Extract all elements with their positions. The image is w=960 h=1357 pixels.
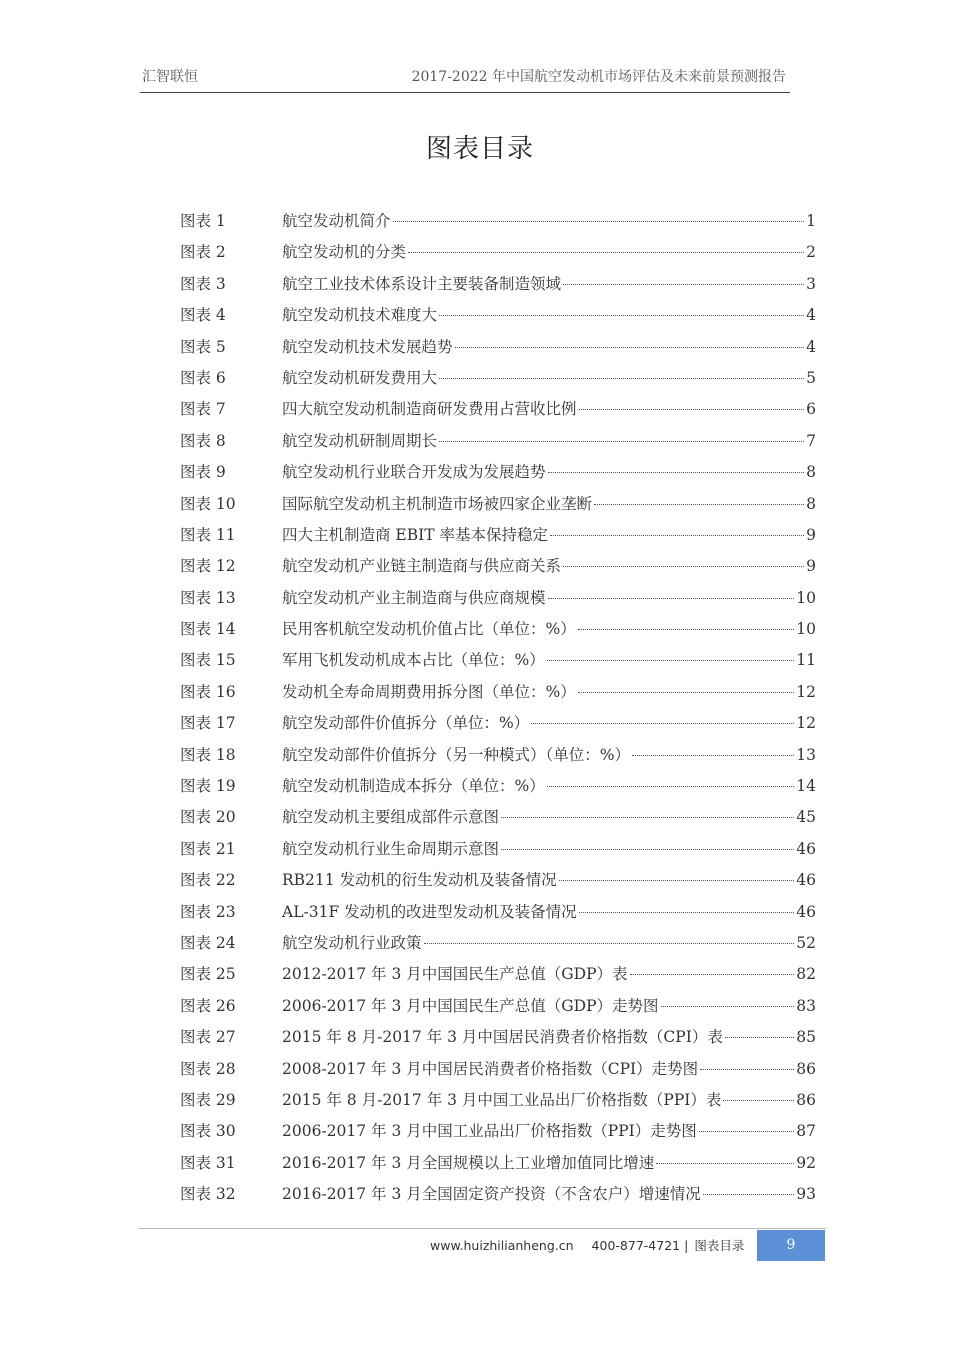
- toc-entry-page: 9: [806, 557, 816, 576]
- toc-entry-label: 图表 9: [180, 463, 226, 482]
- toc-entry-title[interactable]: 航空发动机行业联合开发成为发展趋势: [282, 463, 546, 482]
- toc-entry-label: 图表 4: [180, 306, 226, 325]
- toc-entry-label: 图表 10: [180, 494, 236, 513]
- toc-entry-label: 图表 22: [180, 871, 236, 890]
- toc-entry[interactable]: [180, 1179, 816, 1210]
- toc-entry[interactable]: [180, 1054, 816, 1085]
- toc-entry-page: 10: [796, 620, 816, 639]
- dot-leader: [563, 566, 804, 567]
- toc-entry[interactable]: [180, 959, 816, 990]
- toc-entry-page: 9: [806, 525, 816, 544]
- toc-entry-title[interactable]: 2015 年 8 月-2017 年 3 月中国居民消费者价格指数（CPI）表: [282, 1028, 723, 1047]
- toc-entry-page: 4: [806, 337, 816, 356]
- dot-leader: [439, 315, 804, 316]
- dot-leader: [661, 1006, 795, 1007]
- page-title: 图表目录: [425, 134, 534, 164]
- dot-leader: [455, 347, 805, 348]
- toc-entry-title[interactable]: 航空发动机行业政策: [282, 933, 422, 952]
- toc-entry-page: 45: [796, 808, 816, 827]
- dot-leader: [547, 786, 795, 787]
- toc-entry[interactable]: [180, 802, 816, 833]
- toc-entry-title[interactable]: 航空发动机产业主制造商与供应商规模: [282, 588, 546, 607]
- toc-entry-page: 86: [796, 1090, 816, 1109]
- toc-entry[interactable]: [180, 1085, 816, 1116]
- page-number-box: 9: [757, 1230, 825, 1261]
- toc-entry-page: 46: [796, 839, 816, 858]
- dot-leader: [579, 409, 805, 410]
- footer-phone: 400-877-4721 | 图表目录: [591, 1238, 745, 1253]
- toc-entry-title[interactable]: 航空发动部件价值拆分（另一种模式）（单位：%）: [282, 745, 630, 764]
- toc-entry-title[interactable]: 四大航空发动机制造商研发费用占营收比例: [282, 400, 577, 419]
- toc-entry-title[interactable]: 航空发动机研制周期长: [282, 431, 438, 450]
- toc-entry-page: 3: [806, 274, 816, 293]
- toc-entry[interactable]: [180, 551, 816, 582]
- dot-leader: [501, 849, 794, 850]
- toc-entry-title[interactable]: 航空发动机技术发展趋势: [282, 337, 453, 356]
- toc-entry-title[interactable]: AL-31F 发动机的改进型发动机及装备情况: [282, 902, 577, 921]
- toc-entry-page: 8: [806, 494, 816, 513]
- toc-entry-label: 图表 6: [180, 368, 226, 387]
- toc-entry-page: 13: [796, 745, 816, 764]
- toc-entry[interactable]: [180, 1116, 816, 1147]
- dot-leader: [563, 284, 804, 285]
- toc-entry-page: 92: [796, 1153, 816, 1172]
- toc-entry-title[interactable]: 2006-2017 年 3 月中国国民生产总值（GDP）走势图: [282, 996, 659, 1015]
- dot-leader: [579, 912, 795, 913]
- toc-entry-page: 85: [796, 1028, 816, 1047]
- toc-entry[interactable]: [180, 928, 816, 959]
- toc-entry[interactable]: [180, 237, 816, 268]
- toc-entry-label: 图表 32: [180, 1185, 236, 1204]
- dot-leader: [723, 1100, 794, 1101]
- toc-entry[interactable]: [180, 834, 816, 865]
- dot-leader: [531, 723, 794, 724]
- toc-entry-page: 82: [796, 965, 816, 984]
- toc-entry[interactable]: [180, 332, 816, 363]
- toc-entry[interactable]: [180, 206, 816, 237]
- toc-entry-label: 图表 2: [180, 243, 226, 262]
- toc-entry-label: 图表 27: [180, 1028, 236, 1047]
- toc-entry-label: 图表 25: [180, 965, 236, 984]
- toc-entry-label: 图表 31: [180, 1153, 236, 1172]
- toc-entry-title[interactable]: 航空发动机主要组成部件示意图: [282, 808, 500, 827]
- dot-leader: [408, 252, 804, 253]
- dot-leader: [439, 441, 804, 442]
- toc-entry-label: 图表 16: [180, 682, 236, 701]
- toc-entry-page: 1: [806, 212, 816, 230]
- toc-entry-label: 图表 7: [180, 400, 226, 419]
- toc-entry-page: 86: [796, 1059, 816, 1078]
- toc-entry-page: 46: [796, 902, 816, 921]
- dot-leader: [630, 974, 795, 975]
- toc-entry[interactable]: [180, 708, 816, 739]
- toc-entry[interactable]: [180, 1022, 816, 1053]
- toc-entry[interactable]: [180, 740, 816, 771]
- toc-entry[interactable]: [180, 771, 816, 802]
- toc-entry[interactable]: [180, 426, 816, 457]
- dot-leader: [656, 1163, 794, 1164]
- toc-entry-label: 图表 3: [180, 274, 226, 293]
- toc-entry-label: 图表 28: [180, 1059, 236, 1078]
- dot-leader: [393, 221, 805, 222]
- toc-entry-page: 4: [806, 306, 816, 325]
- dot-leader: [501, 817, 794, 818]
- toc-entry-label: 图表 20: [180, 808, 236, 827]
- dot-leader: [699, 1131, 795, 1132]
- toc-entry[interactable]: [180, 394, 816, 425]
- toc-entry-title[interactable]: RB211 发动机的衍生发动机及装备情况: [282, 871, 557, 890]
- dot-leader: [424, 943, 795, 944]
- toc-entry[interactable]: [180, 865, 816, 896]
- toc-entry-page: 87: [796, 1122, 816, 1141]
- dot-leader: [725, 1037, 794, 1038]
- toc-entry[interactable]: [180, 991, 816, 1022]
- toc-entry-label: 图表 26: [180, 996, 236, 1015]
- toc-entry-title[interactable]: 民用客机航空发动机价值占比（单位：%）: [282, 620, 576, 639]
- footer-website[interactable]: www.huizhilianheng.cn: [430, 1238, 574, 1253]
- toc-entry-title[interactable]: 航空发动机的分类: [282, 243, 407, 262]
- toc-entry-label: 图表 24: [180, 933, 236, 952]
- toc-entry-label: 图表 17: [180, 714, 236, 733]
- toc-entry-page: 14: [796, 777, 816, 796]
- toc-entry-title[interactable]: 航空发动机简介: [282, 212, 391, 230]
- toc-entry-title[interactable]: 航空发动部件价值拆分（单位：%）: [282, 714, 530, 733]
- toc-entry-page: 83: [796, 996, 816, 1015]
- toc-entry-label: 图表 15: [180, 651, 236, 670]
- toc-entry[interactable]: [180, 457, 816, 488]
- toc-entry-title[interactable]: 2015 年 8 月-2017 年 3 月中国工业品出厂价格指数（PPI）表: [282, 1090, 722, 1109]
- dot-leader: [700, 1069, 794, 1070]
- toc-entry-title[interactable]: 航空发动机技术难度大: [282, 306, 438, 325]
- figure-toc-list: [180, 206, 816, 1211]
- toc-entry-title[interactable]: 2008-2017 年 3 月中国居民消费者价格指数（CPI）走势图: [282, 1059, 699, 1078]
- toc-entry[interactable]: [180, 897, 816, 928]
- toc-entry-page: 46: [796, 871, 816, 890]
- dot-leader: [594, 504, 804, 505]
- toc-entry-label: 图表 21: [180, 839, 236, 858]
- toc-entry-page: 12: [796, 714, 816, 733]
- toc-entry-label: 图表 12: [180, 557, 236, 576]
- toc-entry-label: 图表 19: [180, 777, 236, 796]
- toc-entry-title[interactable]: 2006-2017 年 3 月中国工业品出厂价格指数（PPI）走势图: [282, 1122, 697, 1141]
- toc-entry-page: 10: [796, 588, 816, 607]
- toc-entry-label: 图表 23: [180, 902, 236, 921]
- toc-entry-label: 图表 14: [180, 620, 236, 639]
- dot-leader: [578, 692, 795, 693]
- report-title: 2017-2022 年中国航空发动机市场评估及未来前景预测报告: [411, 69, 786, 85]
- dot-leader: [550, 535, 804, 536]
- dot-leader: [439, 378, 804, 379]
- toc-entry-title[interactable]: 四大主机制造商 EBIT 率基本保持稳定: [282, 525, 549, 544]
- dot-leader: [559, 880, 795, 881]
- toc-entry[interactable]: [180, 1148, 816, 1179]
- dot-leader: [548, 472, 805, 473]
- toc-entry-page: 7: [806, 431, 816, 450]
- dot-leader: [578, 629, 795, 630]
- toc-entry-page: 2: [806, 243, 816, 262]
- toc-entry-page: 52: [796, 933, 816, 952]
- toc-entry-page: 5: [806, 368, 816, 387]
- footer-divider: [138, 1228, 826, 1229]
- toc-entry-title[interactable]: 国际航空发动机主机制造市场被四家企业垄断: [282, 494, 593, 513]
- toc-entry[interactable]: [180, 677, 816, 708]
- page-footer: [430, 1236, 762, 1256]
- toc-entry[interactable]: [180, 520, 816, 551]
- toc-entry[interactable]: [180, 489, 816, 520]
- toc-entry-label: 图表 1: [180, 212, 226, 230]
- toc-entry-label: 图表 8: [180, 431, 226, 450]
- toc-entry-page: 8: [806, 463, 816, 482]
- dot-leader: [548, 598, 795, 599]
- toc-entry-page: 93: [796, 1185, 816, 1204]
- toc-entry[interactable]: [180, 363, 816, 394]
- dot-leader: [632, 755, 794, 756]
- toc-entry-label: 图表 13: [180, 588, 236, 607]
- toc-entry-label: 图表 11: [180, 525, 236, 544]
- company-name: 汇智联恒: [142, 69, 198, 85]
- toc-entry-label: 图表 18: [180, 745, 236, 764]
- toc-entry-title[interactable]: 2016-2017 年 3 月全国固定资产投资（不含农户）增速情况: [282, 1185, 701, 1204]
- toc-entry-title[interactable]: 军用飞机发动机成本占比（单位：%）: [282, 651, 545, 670]
- toc-entry-title[interactable]: 发动机全寿命周期费用拆分图（单位：%）: [282, 682, 576, 701]
- toc-entry-title[interactable]: 航空发动机产业链主制造商与供应商关系: [282, 557, 562, 576]
- toc-entry-page: 11: [796, 651, 816, 670]
- page-header: [140, 62, 790, 93]
- toc-entry-title[interactable]: 2012-2017 年 3 月中国国民生产总值（GDP）表: [282, 965, 628, 984]
- toc-entry-title[interactable]: 航空发动机行业生命周期示意图: [282, 839, 500, 858]
- toc-entry-label: 图表 30: [180, 1122, 236, 1141]
- toc-entry[interactable]: [180, 300, 816, 331]
- dot-leader: [547, 660, 795, 661]
- toc-entry[interactable]: [180, 645, 816, 676]
- toc-entry-label: 图表 29: [180, 1090, 236, 1109]
- toc-entry-title[interactable]: 航空发动机研发费用大: [282, 368, 438, 387]
- toc-entry-page: 12: [796, 682, 816, 701]
- toc-entry[interactable]: [180, 583, 816, 614]
- dot-leader: [703, 1194, 794, 1195]
- toc-entry[interactable]: [180, 614, 816, 645]
- toc-entry[interactable]: [180, 269, 816, 300]
- toc-entry-title[interactable]: 航空工业技术体系设计主要装备制造领域: [282, 274, 562, 293]
- toc-entry-title[interactable]: 2016-2017 年 3 月全国规模以上工业增加值同比增速: [282, 1153, 655, 1172]
- toc-entry-title[interactable]: 航空发动机制造成本拆分（单位：%）: [282, 777, 545, 796]
- toc-entry-label: 图表 5: [180, 337, 226, 356]
- toc-entry-page: 6: [806, 400, 816, 419]
